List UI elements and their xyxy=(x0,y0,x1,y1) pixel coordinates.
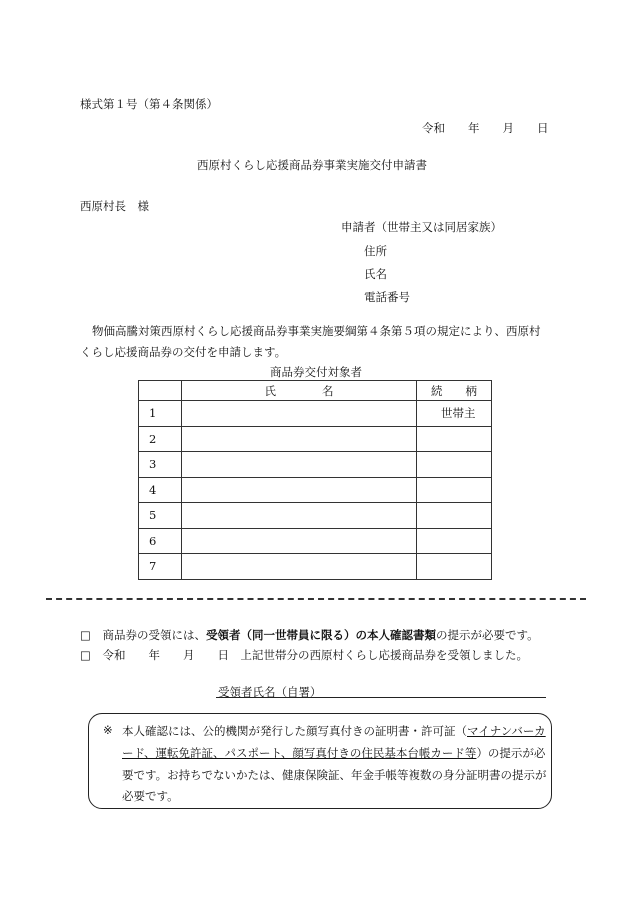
row-relation-field[interactable] xyxy=(417,528,492,554)
row-name-field[interactable] xyxy=(182,426,417,452)
table-header-relation: 続 柄 xyxy=(417,381,492,401)
applicant-address-label: 住所 xyxy=(364,244,387,258)
body-line-1: 物価高騰対策西原村くらし応援商品券事業実施要綱第４条第５項の規定により、西原村 xyxy=(92,324,541,338)
table-header-row xyxy=(139,381,492,401)
checkbox-received[interactable]: □ xyxy=(80,648,91,662)
receipt-confirm-line xyxy=(80,647,528,663)
notice-line-2-underlined: ード、運転免許証、パスポート、顔写真付きの住民基本台帳カード等 xyxy=(122,746,477,760)
table-row xyxy=(139,554,492,580)
row-number: 2 xyxy=(139,426,182,452)
notice-line-1-underlined: マイナンバーカ xyxy=(467,724,546,738)
row-relation-field[interactable] xyxy=(417,452,492,478)
table-row xyxy=(139,503,492,529)
notice-line-1-pre: 本人確認には、公的機関が発行した顔写真付きの証明書・許可証（ xyxy=(122,724,467,738)
notice-line-1 xyxy=(122,723,546,739)
row-relation-field[interactable] xyxy=(417,426,492,452)
row-relation-field[interactable] xyxy=(417,554,492,580)
row-name-field[interactable] xyxy=(182,452,417,478)
notice-line-4: 必要です。 xyxy=(122,789,179,803)
applicant-heading: 申請者（世帯主又は同居家族） xyxy=(341,220,502,234)
notice-line-3: 要です。お持ちでないかたは、健康保険証、年金手帳等複数の身分証明書の提示が xyxy=(122,768,547,782)
row-name-field[interactable] xyxy=(182,503,417,529)
table-row xyxy=(139,401,492,427)
receipt-notice-post: の提示が必要です。 xyxy=(436,628,539,642)
row-name-field[interactable] xyxy=(182,528,417,554)
table-header-name: 氏 名 xyxy=(182,381,417,401)
notice-mark: ※ xyxy=(103,723,113,737)
form-number: 様式第１号（第４条関係） xyxy=(80,97,218,111)
table-header-number xyxy=(139,381,182,401)
receipt-notice-bold: 受領者（同一世帯員に限る）の本人確認書類 xyxy=(206,628,437,642)
table-row xyxy=(139,426,492,452)
table-row xyxy=(139,452,492,478)
row-number: 6 xyxy=(139,528,182,554)
document-title: 西原村くらし応援商品券事業実施交付申請書 xyxy=(197,158,427,172)
row-relation-field[interactable] xyxy=(417,477,492,503)
notice-box xyxy=(88,713,552,809)
body-line-2: くらし応援商品券の交付を申請します。 xyxy=(80,345,287,359)
checkbox-id-required[interactable]: □ xyxy=(80,628,91,642)
row-name-field[interactable] xyxy=(182,401,417,427)
receipt-notice-pre: 商品券の受領には、 xyxy=(102,628,207,642)
row-number: 7 xyxy=(139,554,182,580)
receipt-confirm-text: 令和 年 月 日 上記世帯分の西原村くらし応援商品券を受領しました。 xyxy=(102,648,529,662)
row-name-field[interactable] xyxy=(182,477,417,503)
row-number: 1 xyxy=(139,401,182,427)
table-caption: 商品券交付対象者 xyxy=(270,365,362,379)
row-number: 4 xyxy=(139,477,182,503)
row-name-field[interactable] xyxy=(182,554,417,580)
notice-line-2 xyxy=(122,745,545,761)
notice-line-2-post: ）の提示が必 xyxy=(476,746,546,760)
receipt-notice-line xyxy=(80,627,539,643)
applicant-name-label: 氏名 xyxy=(364,267,387,281)
date-line: 令和 年 月 日 xyxy=(422,121,549,135)
signature-field[interactable] xyxy=(216,697,546,698)
row-number: 3 xyxy=(139,452,182,478)
signature-label: 受領者氏名（自署） xyxy=(218,685,322,699)
applicant-phone-label: 電話番号 xyxy=(364,290,410,304)
row-relation-field[interactable]: 世帯主 xyxy=(417,401,492,427)
addressee: 西原村長 様 xyxy=(80,199,149,213)
row-relation-field[interactable] xyxy=(417,503,492,529)
cut-line-divider xyxy=(46,598,586,600)
table-row xyxy=(139,477,492,503)
table-row xyxy=(139,528,492,554)
recipients-table xyxy=(138,380,492,580)
row-number: 5 xyxy=(139,503,182,529)
